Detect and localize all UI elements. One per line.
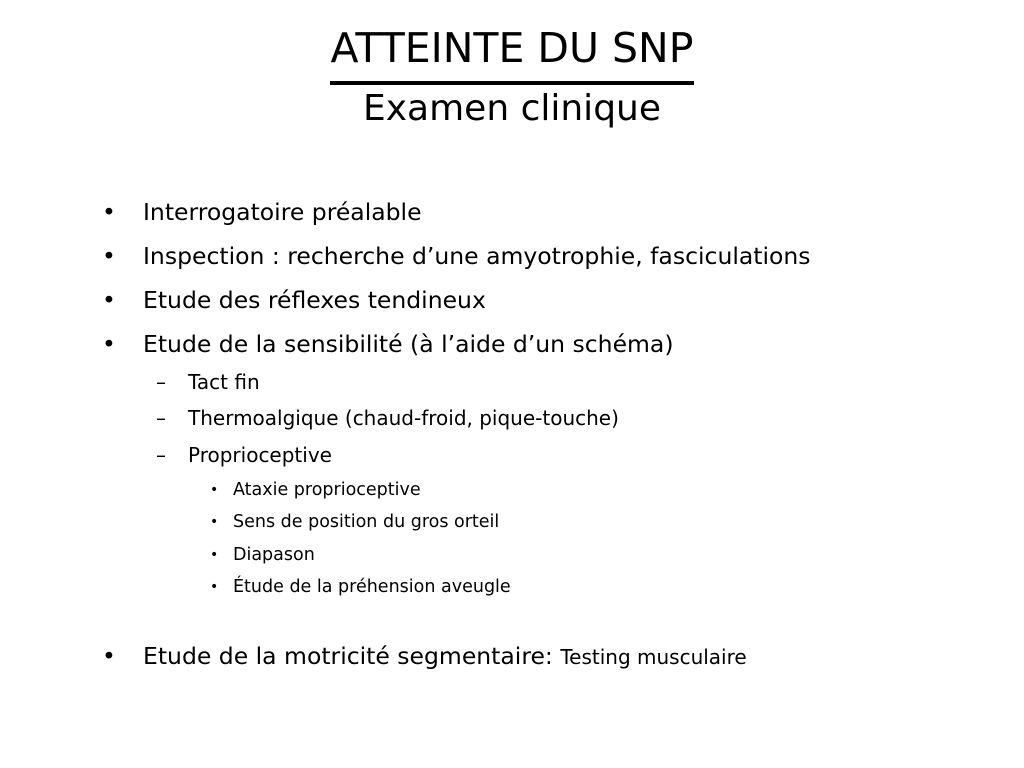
slide-title: ATTEINTE DU SNP [330, 24, 694, 72]
bullet-text: Inspection : recherche d’une amyotrophie, fasciculations [143, 242, 811, 270]
bullet-marker: • [102, 198, 116, 226]
subsubbullet-text: Diapason [233, 545, 315, 565]
bullet-marker: • [102, 642, 116, 670]
bullet-text: Interrogatoire préalable [143, 198, 422, 226]
subsubbullet-text: Ataxie proprioceptive [233, 480, 421, 500]
title-underline [330, 81, 694, 85]
slide-subtitle: Examen clinique [362, 88, 662, 129]
bullet-suffix: Testing musculaire [560, 645, 747, 669]
bullet-text: Etude de la sensibilité (à l’aide d’un schéma) [143, 330, 674, 358]
bullet-marker: • [210, 514, 219, 530]
bullet-marker: • [210, 579, 219, 595]
subbullet-text: Proprioceptive [188, 443, 332, 467]
bullet-marker: • [102, 286, 116, 314]
bullet-marker: • [210, 547, 219, 563]
title-block [0, 22, 1024, 131]
bullet-text: Etude des réflexes tendineux [143, 286, 486, 314]
bullet-marker: • [102, 242, 116, 270]
subsubbullet-text: Étude de la préhension aveugle [233, 577, 511, 597]
bullet-text-wrap [143, 641, 747, 672]
dash-marker: – [156, 406, 166, 430]
subbullet-text: Tact fin [188, 370, 260, 394]
bullet-marker: • [210, 482, 219, 498]
subsubbullet-text: Sens de position du gros orteil [233, 512, 500, 532]
bullet-marker: • [102, 330, 116, 358]
dash-marker: – [156, 443, 166, 467]
bullet-text: Etude de la motricité segmentaire: [143, 642, 553, 670]
subbullet-text: Thermoalgique (chaud-froid, pique-touche) [188, 406, 619, 430]
dash-marker: – [156, 370, 166, 394]
